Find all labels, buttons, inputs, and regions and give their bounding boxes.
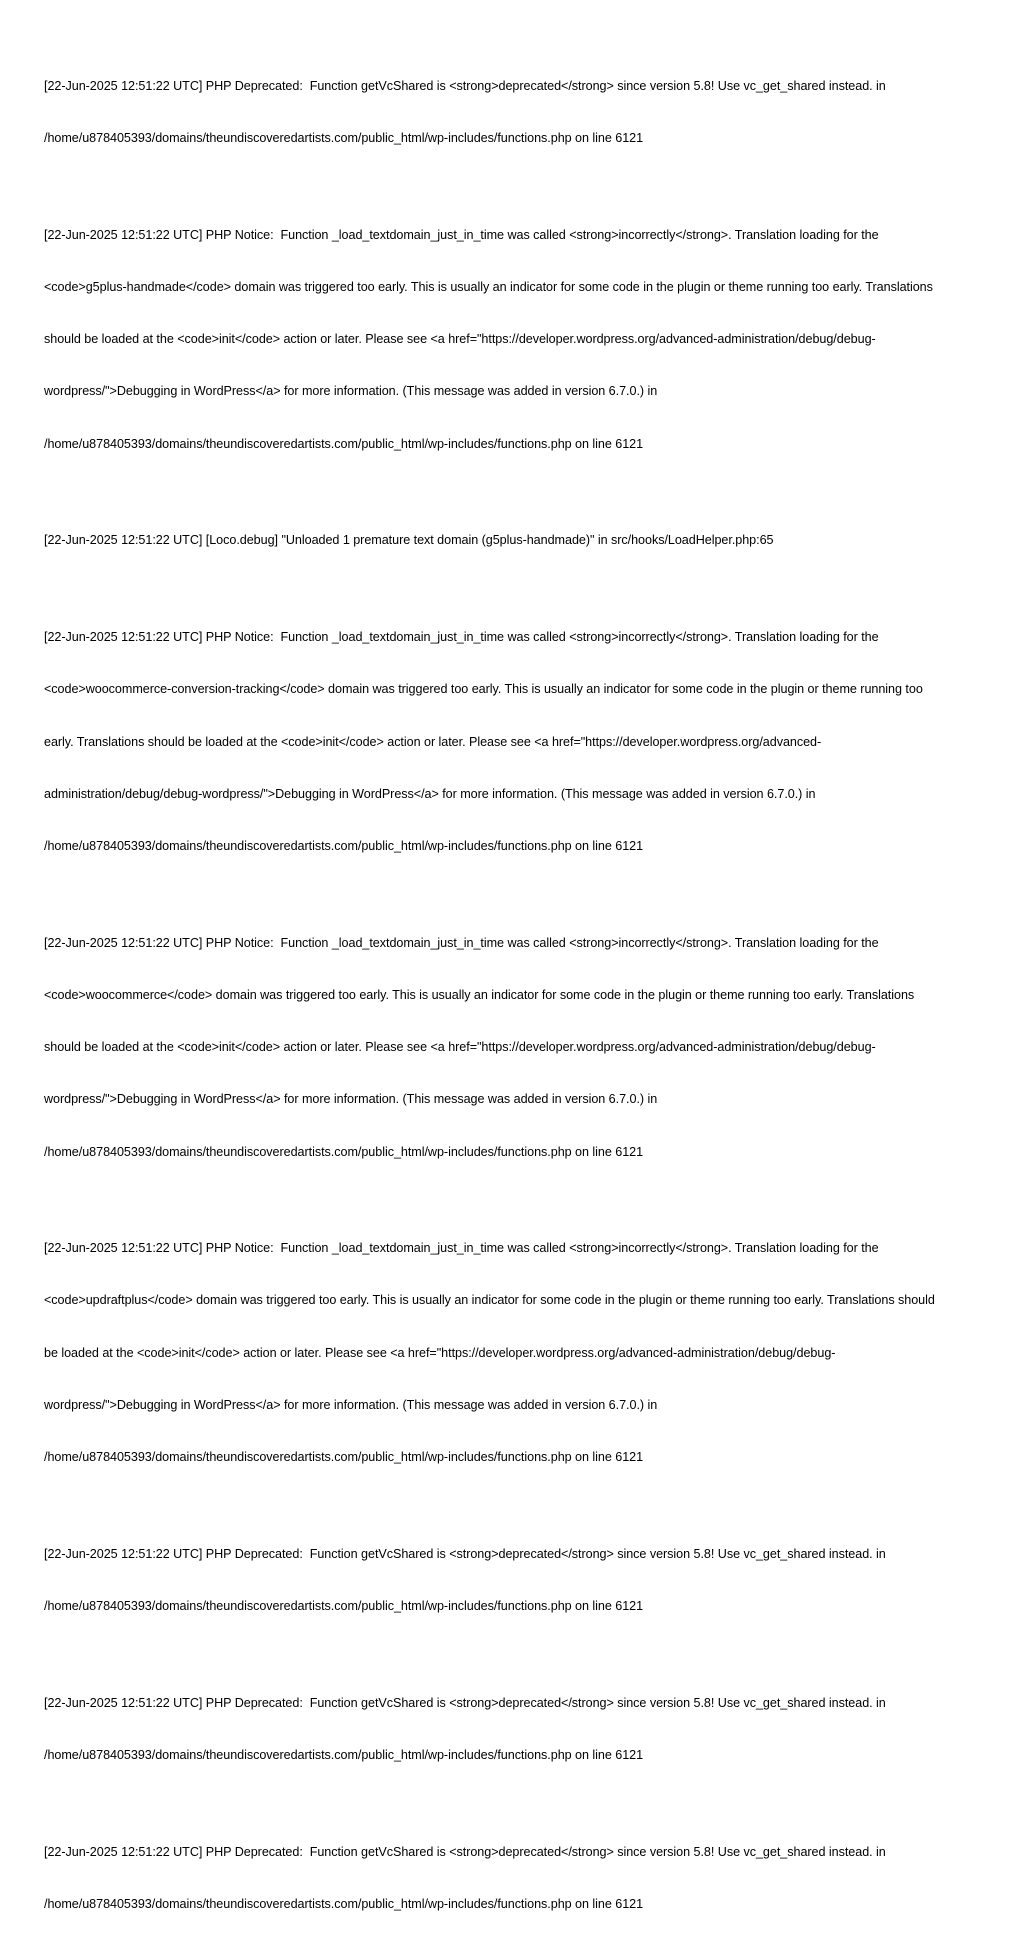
- log-line: [22-Jun-2025 12:51:22 UTC] [Loco.debug] "Unloaded 1 premature text domain (g5plus-handmade)" in src/hooks/LoadHelper.php:65: [44, 533, 774, 548]
- log-line: <code>woocommerce-conversion-tracking</code> domain was triggered too early. This is usually an indicator for some code in the plugin or theme running too: [44, 682, 923, 697]
- log-entry: [44, 1205, 974, 1501]
- log-line: [22-Jun-2025 12:51:22 UTC] PHP Deprecated: Function getVcShared is <strong>deprecated</strong> since version 5.8! Use vc_get_shared instead. in: [44, 78, 886, 93]
- log-line: wordpress/">Debugging in WordPress</a> for more information. (This message was added in version 6.7.0.) in: [44, 1397, 658, 1412]
- log-line: [22-Jun-2025 12:51:22 UTC] PHP Notice: Function _load_textdomain_just_in_time was called <strong>incorrectly</strong>. Translation loading for the: [44, 227, 879, 242]
- log-entry: [44, 1660, 974, 1799]
- log-line: /home/u878405393/domains/theundiscoveredartists.com/public_html/wp-includes/functions.php on line 6121: [44, 1896, 644, 1911]
- log-line: be loaded at the <code>init</code> action or later. Please see <a href="https://developer.wordpress.org/advanced-administration/debug/debug-: [44, 1345, 836, 1360]
- log-line: early. Translations should be loaded at the <code>init</code> action or later. Please see <a href="https://developer.wordpress.org/advanced-: [44, 734, 822, 749]
- log-line: /home/u878405393/domains/theundiscoveredartists.com/public_html/wp-includes/functions.php on line 6121: [44, 838, 644, 853]
- log-line: should be loaded at the <code>init</code> action or later. Please see <a href="https://developer.wordpress.org/advanced-administration/debug/debug-: [44, 1040, 876, 1055]
- log-line: [22-Jun-2025 12:51:22 UTC] PHP Deprecated: Function getVcShared is <strong>deprecated</strong> since version 5.8! Use vc_get_shared instead. in: [44, 1546, 886, 1561]
- log-line: wordpress/">Debugging in WordPress</a> for more information. (This message was added in version 6.7.0.) in: [44, 1092, 658, 1107]
- log-line: /home/u878405393/domains/theundiscoveredartists.com/public_html/wp-includes/functions.php on line 6121: [44, 436, 644, 451]
- log-line: /home/u878405393/domains/theundiscoveredartists.com/public_html/wp-includes/functions.php on line 6121: [44, 1748, 644, 1762]
- log-entry: [44, 43, 974, 182]
- log-entry: [44, 1511, 974, 1650]
- log-entry: [44, 192, 974, 488]
- log-entry: [44, 594, 974, 890]
- log-entry: [44, 1809, 974, 1948]
- log-line: <code>g5plus-handmade</code> domain was triggered too early. This is usually an indicator for some code in the plugin or theme running too early. Translations: [44, 279, 933, 294]
- log-line: [22-Jun-2025 12:51:22 UTC] PHP Notice: Function _load_textdomain_just_in_time was called <strong>incorrectly</strong>. Translation loading for the: [44, 630, 879, 645]
- log-line: <code>updraftplus</code> domain was triggered too early. This is usually an indicator for some code in the plugin or theme running too early. Translations should: [44, 1293, 935, 1308]
- log-line: [22-Jun-2025 12:51:22 UTC] PHP Notice: Function _load_textdomain_just_in_time was called <strong>incorrectly</strong>. Translation loading for the: [44, 935, 879, 950]
- log-line: [22-Jun-2025 12:51:22 UTC] PHP Deprecated: Function getVcShared is <strong>deprecated</strong> since version 5.8! Use vc_get_shared instead. in: [44, 1844, 886, 1859]
- log-entry: [44, 498, 974, 585]
- log-line: administration/debug/debug-wordpress/">Debugging in WordPress</a> for more information. (This message was added in version 6.7.0.) in: [44, 786, 816, 801]
- log-line: /home/u878405393/domains/theundiscoveredartists.com/public_html/wp-includes/functions.php on line 6121: [44, 1144, 644, 1159]
- log-line: /home/u878405393/domains/theundiscoveredartists.com/public_html/wp-includes/functions.php on line 6121: [44, 1599, 644, 1614]
- log-line: should be loaded at the <code>init</code> action or later. Please see <a href="https://developer.wordpress.org/advanced-administration/debug/debug-: [44, 332, 876, 347]
- log-line: /home/u878405393/domains/theundiscoveredartists.com/public_html/wp-includes/functions.php on line 6121: [44, 1450, 644, 1465]
- log-line: [22-Jun-2025 12:51:22 UTC] PHP Notice: Function _load_textdomain_just_in_time was called <strong>incorrectly</strong>. Translation loading for the: [44, 1241, 879, 1256]
- error-log: [44, 43, 974, 1958]
- log-line: <code>woocommerce</code> domain was triggered too early. This is usually an indicator for some code in the plugin or theme running too early. Translations: [44, 987, 915, 1002]
- log-line: wordpress/">Debugging in WordPress</a> for more information. (This message was added in version 6.7.0.) in: [44, 384, 658, 399]
- log-line: [22-Jun-2025 12:51:22 UTC] PHP Deprecated: Function getVcShared is <strong>deprecated</strong> since version 5.8! Use vc_get_shared instead. in: [44, 1695, 886, 1710]
- log-line: /home/u878405393/domains/theundiscoveredartists.com/public_html/wp-includes/functions.php on line 6121: [44, 131, 644, 146]
- log-entry: [44, 900, 974, 1196]
